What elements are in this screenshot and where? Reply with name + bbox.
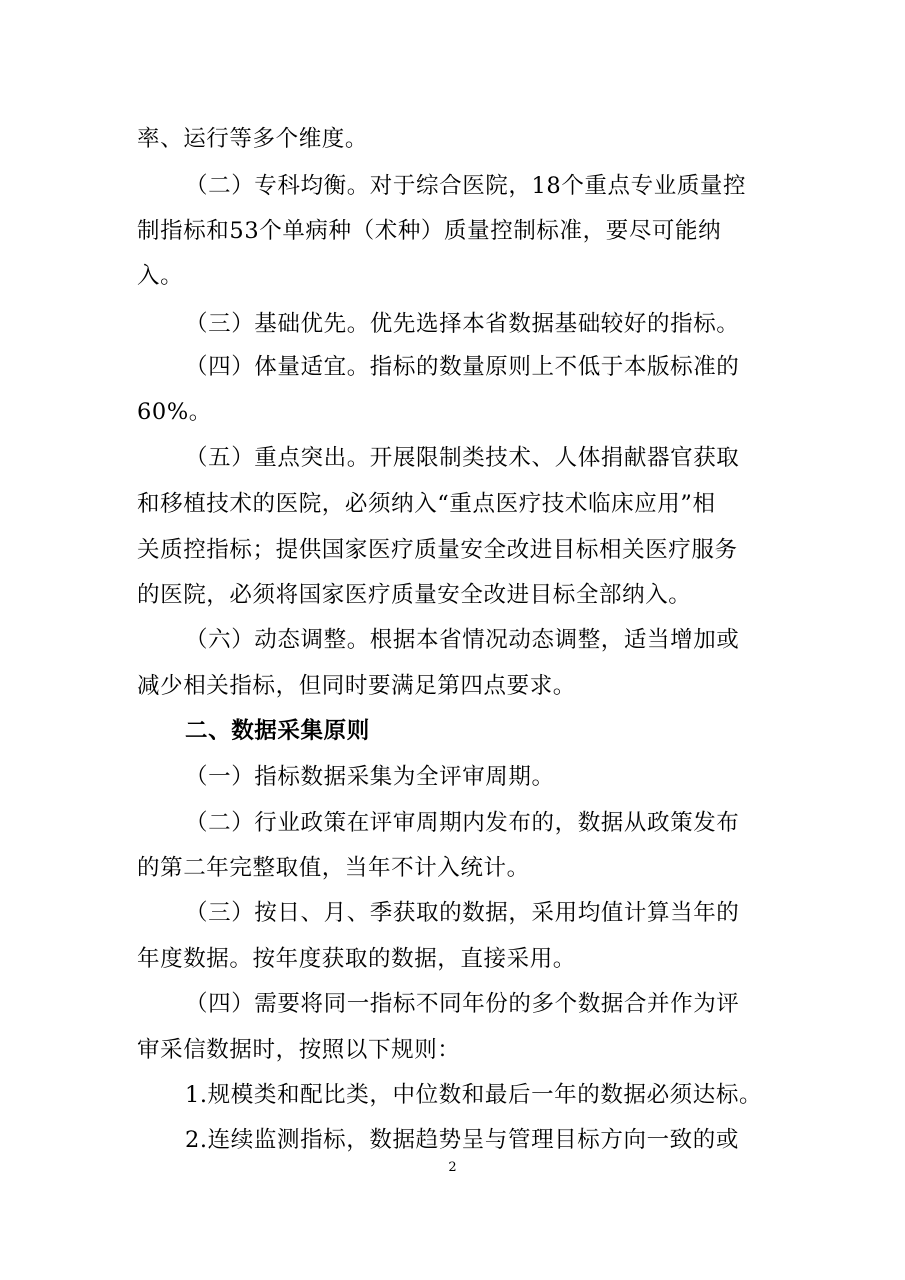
paragraph-line: 的第二年完整取值，当年不计入统计。 [137,855,530,881]
paragraph-line: 制指标和53个单病种（术种）质量控制标准，要尽可能纳 [137,218,722,244]
paragraph-line: （四）体量适宜。指标的数量原则上不低于本版标准的 [185,354,740,380]
page-number: 2 [448,1160,457,1175]
paragraph-line: （三）按日、月、季获取的数据，采用均值计算当年的 [185,900,740,926]
paragraph-line: （四）需要将同一指标不同年份的多个数据合并作为评 [185,991,740,1017]
paragraph-line: （三）基础优先。优先选择本省数据基础较好的指标。 [185,311,740,337]
paragraph-line: 减少相关指标，但同时要满足第四点要求。 [137,673,576,699]
paragraph-line: 率、运行等多个维度。 [137,126,369,152]
paragraph-line: （五）重点突出。开展限制类技术、人体捐献器官获取 [185,445,740,471]
paragraph-line: 关质控指标；提供国家医疗质量安全改进目标相关医疗服务 [137,537,738,563]
list-item: 1.规模类和配比类，中位数和最后一年的数据必须达标。 [185,1082,763,1108]
paragraph-line: 审采信数据时，按照以下规则： [137,1037,461,1063]
section-heading: 二、数据采集原则 [185,718,370,744]
paragraph-line: 60%。 [137,399,212,425]
paragraph-line: （二）行业政策在评审周期内发布的，数据从政策发布 [185,810,740,836]
paragraph-line: 入。 [137,263,184,289]
paragraph-line: （六）动态调整。根据本省情况动态调整，适当增加或 [185,627,740,653]
paragraph-line: 和移植技术的医院，必须纳入“重点医疗技术临床应用”相 [137,491,716,517]
list-item: 2.连续监测指标，数据趋势呈与管理目标方向一致的或 [185,1127,739,1153]
paragraph-line: 的医院，必须将国家医疗质量安全改进目标全部纳入。 [137,582,692,608]
paragraph-line: 年度数据。按年度获取的数据，直接采用。 [137,946,576,972]
paragraph-line: （一）指标数据采集为全评审周期。 [185,764,555,790]
paragraph-line: （二）专科均衡。对于综合医院，18个重点专业质量控 [185,173,747,199]
